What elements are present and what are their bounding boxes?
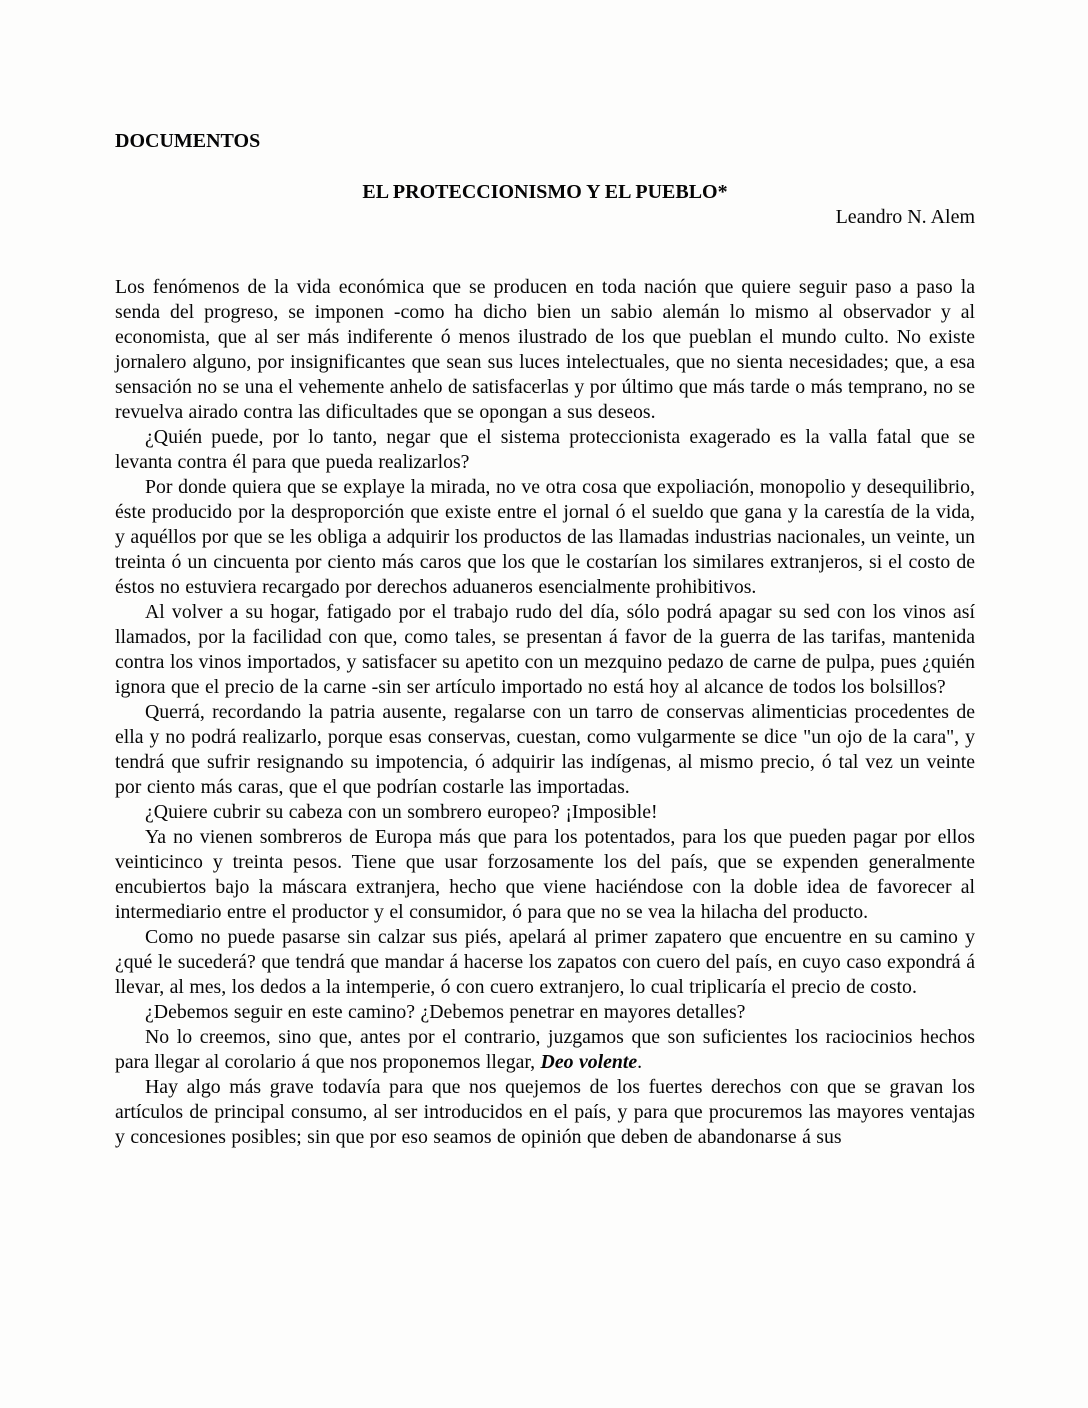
text-segment: .	[637, 1051, 643, 1073]
text-segment: Al volver a su hogar, fatigado por el trabajo rudo del día, sólo podrá apagar su sed con los vinos así llamados, por la facilidad con que, como tales, se presentan á favor de la guerra de las tarifas, mantenida contra los vinos importados, y satisfacer su apetito con un mezquino pedazo de carne de pulpa, pues ¿quién ignora que el precio de la carne -sin ser artículo importado no está hoy al alcance de todos los bolsillos?	[115, 601, 975, 698]
text-segment: ¿Debemos seguir en este camino? ¿Debemos penetrar en mayores detalles?	[145, 1001, 746, 1023]
body-paragraph	[115, 800, 975, 825]
text-segment: ¿Quién puede, por lo tanto, negar que el sistema proteccionista exagerado es la valla fatal que se levanta contra él para que pueda realizarlos?	[115, 426, 975, 473]
document-body	[115, 275, 975, 1150]
body-paragraph	[115, 700, 975, 800]
document-title: EL PROTECCIONISMO Y EL PUEBLO*	[362, 181, 728, 203]
text-segment: Como no puede pasarse sin calzar sus piés, apelará al primer zapatero que encuentre en su camino y ¿qué le sucederá? que tendrá que mandar á hacerse los zapatos con cuero del país, en cuyo caso expondrá á llevar, al mes, los dedos a la intemperie, ó con cuero extranjero, lo cual triplicaría el precio de costo.	[115, 926, 975, 998]
text-segment: Ya no vienen sombreros de Europa más que para los potentados, para los que pueden pagar por ellos veinticinco y treinta pesos. Tiene que usar forzosamente los del país, que se expenden generalmente encubiertos bajo la máscara extranjera, hecho que viene haciéndose con la doble idea de favorecer al intermediario entre el productor y el consumidor, ó para que no se vea la hilacha del producto.	[115, 826, 975, 923]
italic-phrase: Deo volente	[540, 1051, 638, 1073]
body-paragraph	[115, 425, 975, 475]
text-segment: No lo creemos, sino que, antes por el contrario, juzgamos que son suficientes los raciocinios hechos para llegar al corolario á que nos proponemos llegar,	[115, 1026, 975, 1073]
document-byline: Leandro N. Alem	[835, 206, 975, 228]
body-paragraph	[115, 925, 975, 1000]
body-paragraph	[115, 825, 975, 925]
text-segment: ¿Quiere cubrir su cabeza con un sombrero europeo? ¡Imposible!	[145, 801, 658, 823]
text-segment: Querrá, recordando la patria ausente, regalarse con un tarro de conservas alimenticias procedentes de ella y no podrá realizarlo, porque esas conservas, cuestan, como vulgarmente se dice "un ojo de la cara", y tendrá que sufrir resignando su impotencia, ó adquirir las indígenas, al mismo precio, ó tal vez un veinte por ciento más caras, que el que podrían costarle las importadas.	[115, 701, 975, 798]
body-paragraph	[115, 475, 975, 600]
text-segment: Por donde quiera que se explaye la mirada, no ve otra cosa que expoliación, monopolio y desequilibrio, éste producido por la desproporción que existe entre el jornal ó el sueldo que gana y la carestía de la vida, y aquéllos por que se les obliga a adquirir los productos de las llamadas industrias nacionales, un veinte, un treinta ó un cincuenta por ciento más caros que los que le costarían los similares extranjeros, si el costo de éstos no estuviera recargado por derechos aduaneros esencialmente prohibitivos.	[115, 476, 975, 598]
body-paragraph	[115, 1000, 975, 1025]
document-kicker: DOCUMENTOS	[115, 130, 261, 152]
body-paragraph	[115, 1075, 975, 1150]
body-paragraph	[115, 1025, 975, 1075]
text-segment: Los fenómenos de la vida económica que se producen en toda nación que quiere seguir paso a paso la senda del progreso, se imponen -como ha dicho bien un sabio alemán lo mismo al observador y al economista, que al ser más indiferente ó menos ilustrado de los que pueblan el mundo culto. No existe jornalero alguno, por insignificantes que sean sus luces intelectuales, que no sienta necesidades; que, a esa sensación no se una el vehemente anhelo de satisfacerlas y por último que más tarde o más temprano, no se revuelva airado contra las dificultades que se opongan a sus deseos.	[115, 276, 975, 423]
body-paragraph	[115, 275, 975, 425]
text-segment: Hay algo más grave todavía para que nos quejemos de los fuertes derechos con que se gravan los artículos de principal consumo, al ser introducidos en el país, y para que procuremos las mayores ventajas y concesiones posibles; sin que por eso seamos de opinión que deben de abandonarse á sus	[115, 1076, 975, 1148]
body-paragraph	[115, 600, 975, 700]
